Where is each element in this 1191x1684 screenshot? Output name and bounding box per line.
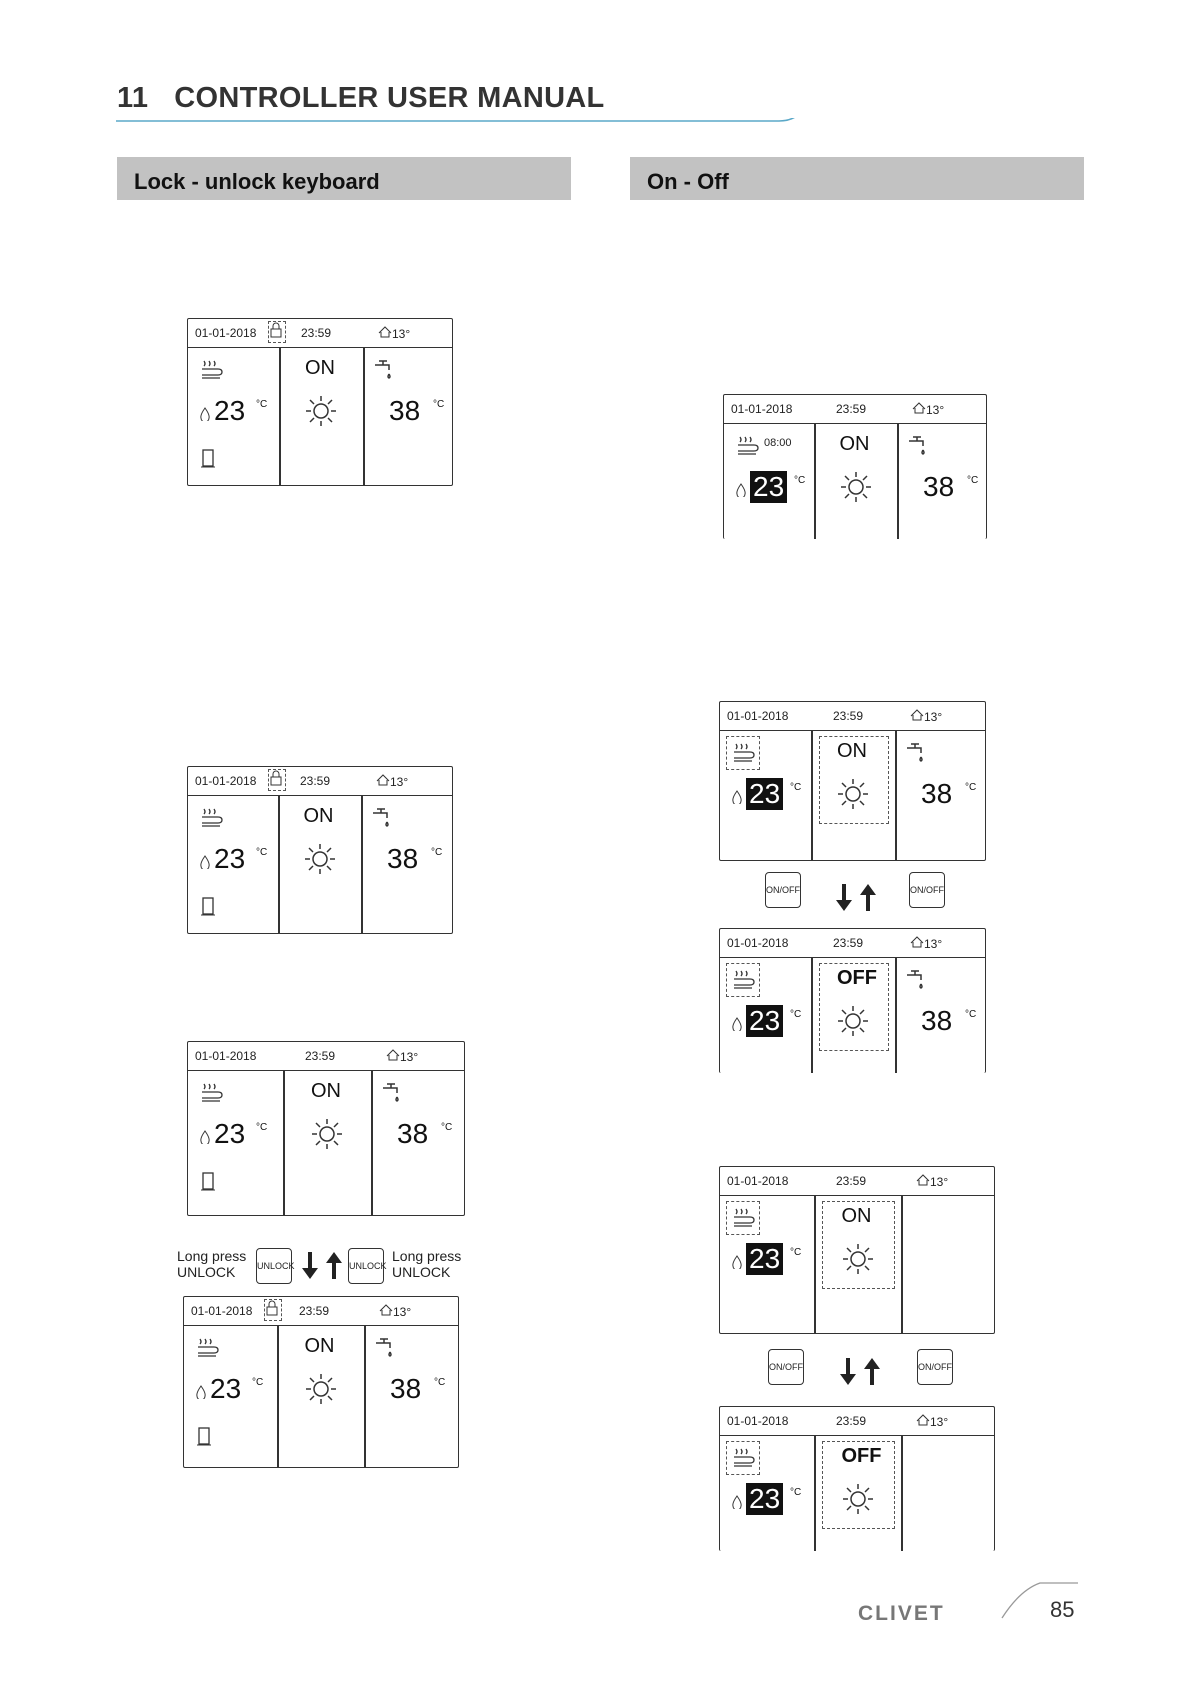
status-label: ON	[303, 805, 334, 827]
temp-unit: °C	[252, 1377, 264, 1388]
controller-screen	[719, 701, 986, 861]
screen-time: 23:59	[836, 402, 867, 416]
sun-icon	[305, 395, 337, 427]
home-icon	[916, 1414, 930, 1426]
controller-screen	[719, 1166, 995, 1334]
room-temp: 23	[214, 395, 246, 426]
water-temp: 38	[390, 1373, 422, 1404]
controller-screen	[719, 1406, 995, 1551]
outdoor-temp: 13°	[912, 402, 944, 417]
drop-icon	[732, 1495, 742, 1509]
tank-icon	[200, 1170, 216, 1192]
outdoor-temp: 13°	[910, 709, 942, 724]
screen-date: 01-01-2018	[731, 402, 793, 416]
temp-unit: °C	[256, 399, 268, 410]
temp-unit: °C	[256, 1122, 268, 1133]
home-icon	[376, 774, 390, 786]
room-temp: 23	[746, 1243, 783, 1275]
screen-time: 23:59	[299, 1304, 330, 1318]
screen-date: 01-01-2018	[195, 326, 257, 340]
screen-time: 23:59	[836, 1414, 867, 1428]
lock-icon	[264, 1299, 282, 1321]
screen-time: 23:59	[301, 326, 332, 340]
home-icon	[910, 709, 924, 721]
tap-icon	[381, 1080, 407, 1106]
room-temp: 23	[746, 778, 783, 810]
floor-heating-icon	[196, 1337, 220, 1359]
status-label: ON	[837, 740, 867, 762]
status-label: OFF	[841, 1445, 882, 1467]
chapter-number: 11	[117, 82, 149, 114]
water-temp: 38	[923, 471, 955, 502]
caption-right: Long press UNLOCK	[392, 1248, 462, 1280]
home-icon	[916, 1174, 930, 1186]
tap-icon	[374, 1335, 400, 1361]
room-temp: 23	[750, 471, 787, 503]
tank-icon	[200, 447, 216, 469]
status-label: ON	[304, 1335, 335, 1357]
water-temp: 38	[389, 395, 421, 426]
brand-logo: CLIVET	[858, 1602, 945, 1625]
screen-date: 01-01-2018	[727, 1174, 789, 1188]
status-label: ON	[841, 1205, 872, 1227]
status-label: ON	[305, 357, 335, 379]
temp-unit: °C	[433, 399, 445, 410]
room-temp: 23	[210, 1373, 242, 1404]
outdoor-temp: 13°	[910, 936, 942, 951]
screen-date: 01-01-2018	[727, 1414, 789, 1428]
section-title-onoff: On - Off	[630, 157, 1084, 200]
lock-icon	[268, 321, 286, 343]
temp-unit: °C	[965, 782, 977, 793]
screen-time: 23:59	[833, 709, 864, 723]
controller-screen	[723, 394, 987, 539]
unlock-button-right[interactable]: UNLOCK	[348, 1248, 384, 1284]
drop-icon	[732, 1017, 742, 1031]
home-icon	[910, 936, 924, 948]
drop-icon	[200, 407, 210, 421]
water-temp: 38	[921, 778, 953, 809]
home-icon	[912, 402, 926, 414]
screen-time: 23:59	[836, 1174, 867, 1188]
caption-left: Long press UNLOCK	[177, 1248, 247, 1280]
page-number: 85	[1050, 1597, 1075, 1622]
outdoor-temp: 13°	[916, 1414, 948, 1429]
section-title-lock: Lock - unlock keyboard	[117, 157, 571, 200]
arrows-icon	[834, 1358, 882, 1386]
timer-label: 08:00	[764, 437, 792, 449]
screen-date: 01-01-2018	[195, 774, 257, 788]
floor-heating-icon	[200, 807, 224, 829]
outdoor-temp: 13°	[376, 774, 408, 789]
onoff-button-2l[interactable]: ON/OFF	[768, 1349, 804, 1385]
controller-screen	[187, 1041, 465, 1216]
onoff-button-1r[interactable]: ON/OFF	[909, 872, 945, 908]
sun-icon	[311, 1118, 343, 1150]
sun-icon	[304, 843, 336, 875]
outdoor-temp: 13°	[386, 1049, 418, 1064]
controller-screen	[183, 1296, 459, 1468]
onoff-button-1l[interactable]: ON/OFF	[765, 872, 801, 908]
home-icon	[378, 326, 392, 338]
home-icon	[386, 1049, 400, 1061]
sun-icon	[840, 471, 872, 503]
tank-icon	[200, 895, 216, 917]
controller-screen	[187, 318, 453, 486]
temp-unit: °C	[794, 475, 806, 486]
controller-screen	[719, 928, 986, 1073]
tap-icon	[905, 740, 931, 766]
tank-icon	[196, 1425, 212, 1447]
temp-unit: °C	[965, 1009, 977, 1020]
controller-screen	[187, 766, 453, 934]
room-temp: 23	[746, 1005, 783, 1037]
temp-unit: °C	[790, 1009, 802, 1020]
room-temp: 23	[214, 1118, 246, 1149]
lock-icon	[268, 769, 286, 791]
temp-unit: °C	[790, 1247, 802, 1258]
water-temp: 38	[397, 1118, 429, 1149]
floor-heating-icon	[736, 435, 760, 457]
screen-date: 01-01-2018	[195, 1049, 257, 1063]
room-temp: 23	[746, 1483, 783, 1515]
drop-icon	[732, 790, 742, 804]
floor-heating-icon	[200, 1082, 224, 1104]
chapter-title: CONTROLLER USER MANUAL	[174, 82, 605, 114]
screen-date: 01-01-2018	[727, 709, 789, 723]
outdoor-temp: 13°	[916, 1174, 948, 1189]
page-header	[117, 82, 605, 115]
screen-time: 23:59	[833, 936, 864, 950]
arrows-icon	[296, 1252, 344, 1280]
tap-icon	[373, 357, 399, 383]
drop-icon	[736, 483, 746, 497]
temp-unit: °C	[967, 475, 979, 486]
screen-time: 23:59	[305, 1049, 336, 1063]
temp-unit: °C	[434, 1377, 446, 1388]
temp-unit: °C	[790, 782, 802, 793]
drop-icon	[196, 1385, 206, 1399]
outdoor-temp: 13°	[379, 1304, 411, 1319]
home-icon	[379, 1304, 393, 1316]
temp-unit: °C	[431, 847, 443, 858]
status-label: OFF	[837, 967, 877, 989]
status-label: ON	[311, 1080, 341, 1102]
screen-date: 01-01-2018	[191, 1304, 253, 1318]
water-temp: 38	[921, 1005, 953, 1036]
unlock-button-left[interactable]: UNLOCK	[256, 1248, 292, 1284]
drop-icon	[732, 1255, 742, 1269]
screen-time: 23:59	[300, 774, 331, 788]
tap-icon	[371, 805, 397, 831]
tap-icon	[905, 967, 931, 993]
room-temp: 23	[214, 843, 246, 874]
header-rule	[116, 118, 1126, 158]
outdoor-temp: 13°	[378, 326, 410, 341]
arrows-icon	[830, 884, 878, 912]
temp-unit: °C	[441, 1122, 453, 1133]
drop-icon	[200, 855, 210, 869]
sun-icon	[305, 1373, 337, 1405]
water-temp: 38	[387, 843, 419, 874]
floor-heating-icon	[200, 359, 224, 381]
temp-unit: °C	[790, 1487, 802, 1498]
onoff-button-2r[interactable]: ON/OFF	[917, 1349, 953, 1385]
drop-icon	[200, 1130, 210, 1144]
temp-unit: °C	[256, 847, 268, 858]
status-label: ON	[839, 433, 870, 455]
tap-icon	[907, 433, 933, 459]
screen-date: 01-01-2018	[727, 936, 789, 950]
